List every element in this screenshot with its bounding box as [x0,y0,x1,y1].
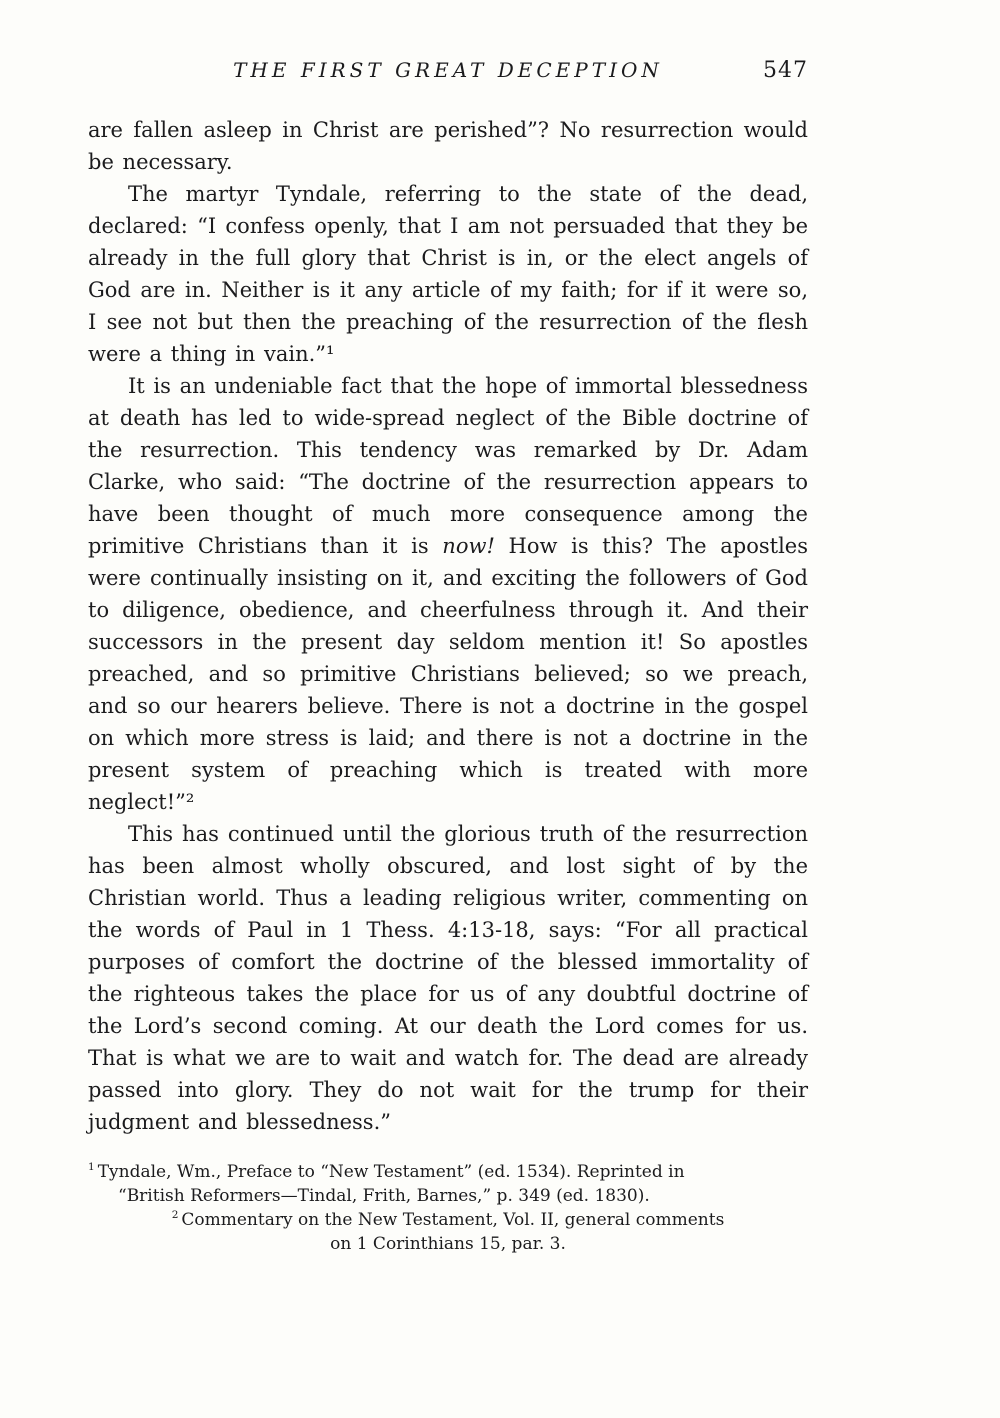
paragraph-3 [88,370,808,818]
paragraph-1: are fallen asleep in Christ are perished”? No resurrection would be necessary. [88,118,808,174]
paragraph-3-post: How is this? The apostles were continually insisting on it, and exciting the followers of God to diligence, obedience, and cheerfulness through it. And their successors in the present day seldom mention it! So apostles preached, and so primitive Christians believed; so we preach, and so our hearers believe. There is not a doctrine in the gospel on which more stress is laid; and there is not a doctrine in the present system of preaching which is treated with more neglect!”² [88,534,808,814]
footnote-2-marker: 2 [171,1209,179,1222]
page-number: 547 [763,58,808,83]
footnote-2 [88,1208,808,1256]
page-header [88,58,808,88]
paragraph-3-italic-word: now! [442,534,495,558]
footnote-2-line-2: on 1 Corinthians 15, par. 3. [330,1234,566,1254]
footnote-1-line-1 [88,1160,808,1184]
paragraph-2: The martyr Tyndale, referring to the state of the dead, declared: “I confess openly, that I am not persuaded that they be already in the full glory that Christ is in, or the elect angels of God are in. Neither is it any article of my faith; for if it were so, I see not but then the preaching of the resurrection of the flesh were a thing in vain.”¹ [88,182,808,366]
footnote-1-line-2: “British Reformers—Tindal, Frith, Barnes,” p. 349 (ed. 1830). [118,1186,650,1206]
footnote-1-text-1: Tyndale, Wm., Preface to “New Testament” (ed. 1534). Reprinted in [97,1162,685,1182]
running-title: THE FIRST GREAT DECEPTION [233,58,663,82]
paragraph-3-pre: It is an undeniable fact that the hope of immortal blessedness at death has led to wide-spread neglect of the Bible doctrine of the resurrection. This tendency was remarked by Dr. Adam Clarke, who said: “The doctrine of the resurrection appears to have been thought of much more consequence among the primitive Christians than it is [88,374,808,558]
paragraph-4: This has continued until the glorious truth of the resurrection has been almost wholly obscured, and lost sight of by the Christian world. Thus a leading religious writer, commenting on the words of Paul in 1 Thess. 4:13-18, says: “For all practical purposes of comfort the doctrine of the blessed immortality of the righteous takes the place for us of any doubtful doctrine of the Lord’s second coming. At our death the Lord comes for us. That is what we are to wait and watch for. The dead are already passed into glory. They do not wait for the trump for their judgment and blessedness.” [88,822,808,1134]
footnote-2-line-1 [88,1208,808,1232]
footnote-1 [88,1160,808,1208]
footnote-2-text-1: Commentary on the New Testament, Vol. II, general comments [181,1210,725,1230]
footnotes-section [88,1160,808,1256]
footnote-1-marker: 1 [88,1161,95,1174]
page-body [88,114,808,1138]
